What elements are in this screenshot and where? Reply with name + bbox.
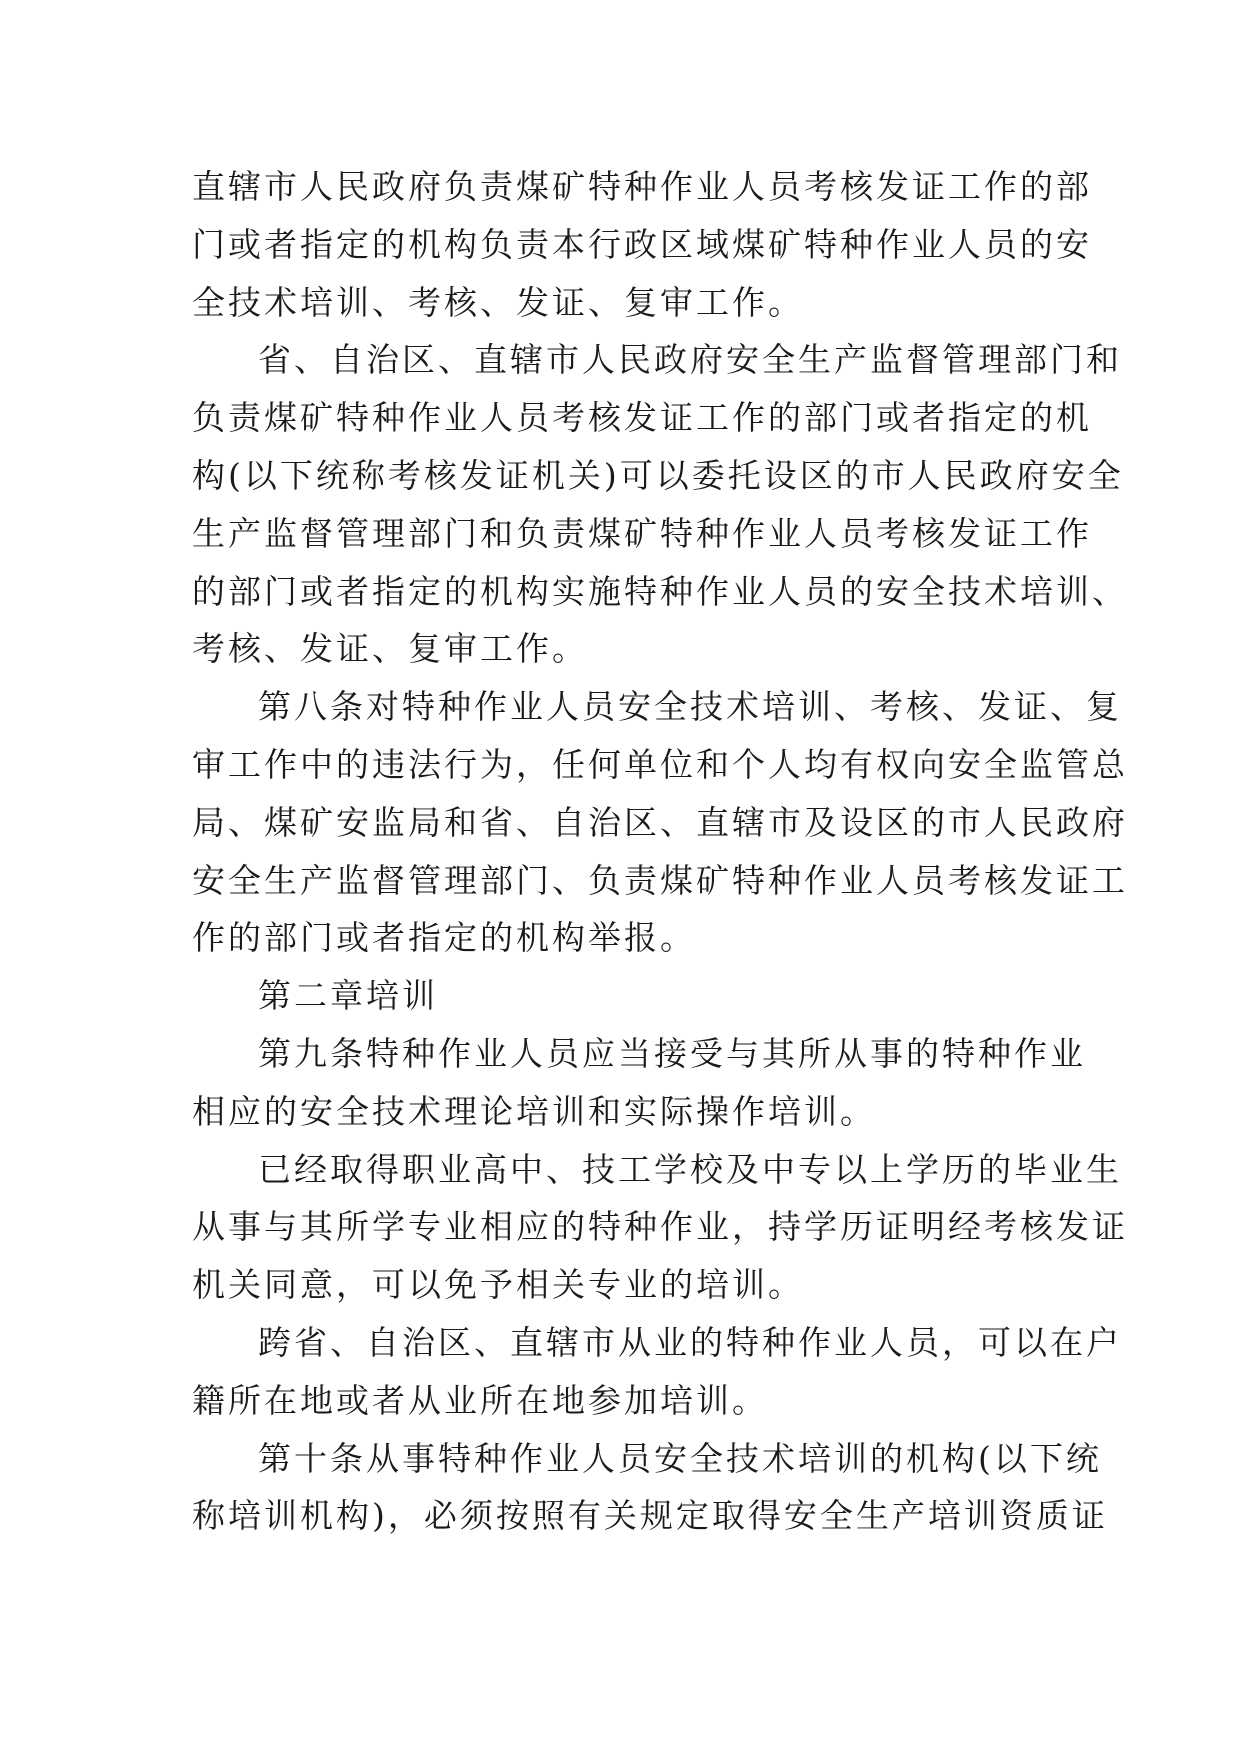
text-line: 籍所在地或者从业所在地参加培训。	[192, 1380, 768, 1420]
text-line: 负责煤矿特种作业人员考核发证工作的部门或者指定的机	[192, 398, 1092, 438]
text-line: 构(以下统称考核发证机关)可以委托设区的市人民政府安全	[192, 455, 1124, 495]
text-line: 第十条从事特种作业人员安全技术培训的机构(以下统	[258, 1438, 1102, 1478]
text-line: 的部门或者指定的机构实施特种作业人员的安全技术培训、	[192, 571, 1128, 611]
text-line: 生产监督管理部门和负责煤矿特种作业人员考核发证工作	[192, 513, 1092, 553]
text-line: 直辖市人民政府负责煤矿特种作业人员考核发证工作的部	[192, 167, 1092, 206]
text-line: 第九条特种作业人员应当接受与其所从事的特种作业	[258, 1033, 1086, 1073]
text-line: 已经取得职业高中、技工学校及中专以上学历的毕业生	[258, 1149, 1122, 1189]
text-line: 相应的安全技术理论培训和实际操作培训。	[192, 1091, 876, 1131]
text-line: 跨省、自治区、直辖市从业的特种作业人员，可以在户	[258, 1322, 1122, 1362]
document-body	[192, 158, 1128, 1545]
text-line: 考核、发证、复审工作。	[192, 629, 588, 669]
text-line: 全技术培训、考核、发证、复审工作。	[192, 282, 804, 322]
text-line: 审工作中的违法行为，任何单位和个人均有权向安全监管总	[192, 744, 1128, 784]
chapter-heading: 第二章培训	[258, 976, 438, 1016]
text-line: 第八条对特种作业人员安全技术培训、考核、发证、复	[258, 687, 1122, 727]
text-line: 称培训机构)，必须按照有关规定取得安全生产培训资质证	[192, 1496, 1108, 1536]
text-line: 安全生产监督管理部门、负责煤矿特种作业人员考核发证工	[192, 860, 1128, 900]
text-line: 省、自治区、直辖市人民政府安全生产监督管理部门和	[258, 340, 1122, 380]
text-line: 从事与其所学专业相应的特种作业，持学历证明经考核发证	[192, 1207, 1128, 1247]
text-line: 作的部门或者指定的机构举报。	[192, 918, 696, 958]
text-line: 局、煤矿安监局和省、自治区、直辖市及设区的市人民政府	[192, 802, 1128, 842]
text-line: 门或者指定的机构负责本行政区域煤矿特种作业人员的安	[192, 224, 1092, 264]
text-line: 机关同意，可以免予相关专业的培训。	[192, 1265, 804, 1305]
